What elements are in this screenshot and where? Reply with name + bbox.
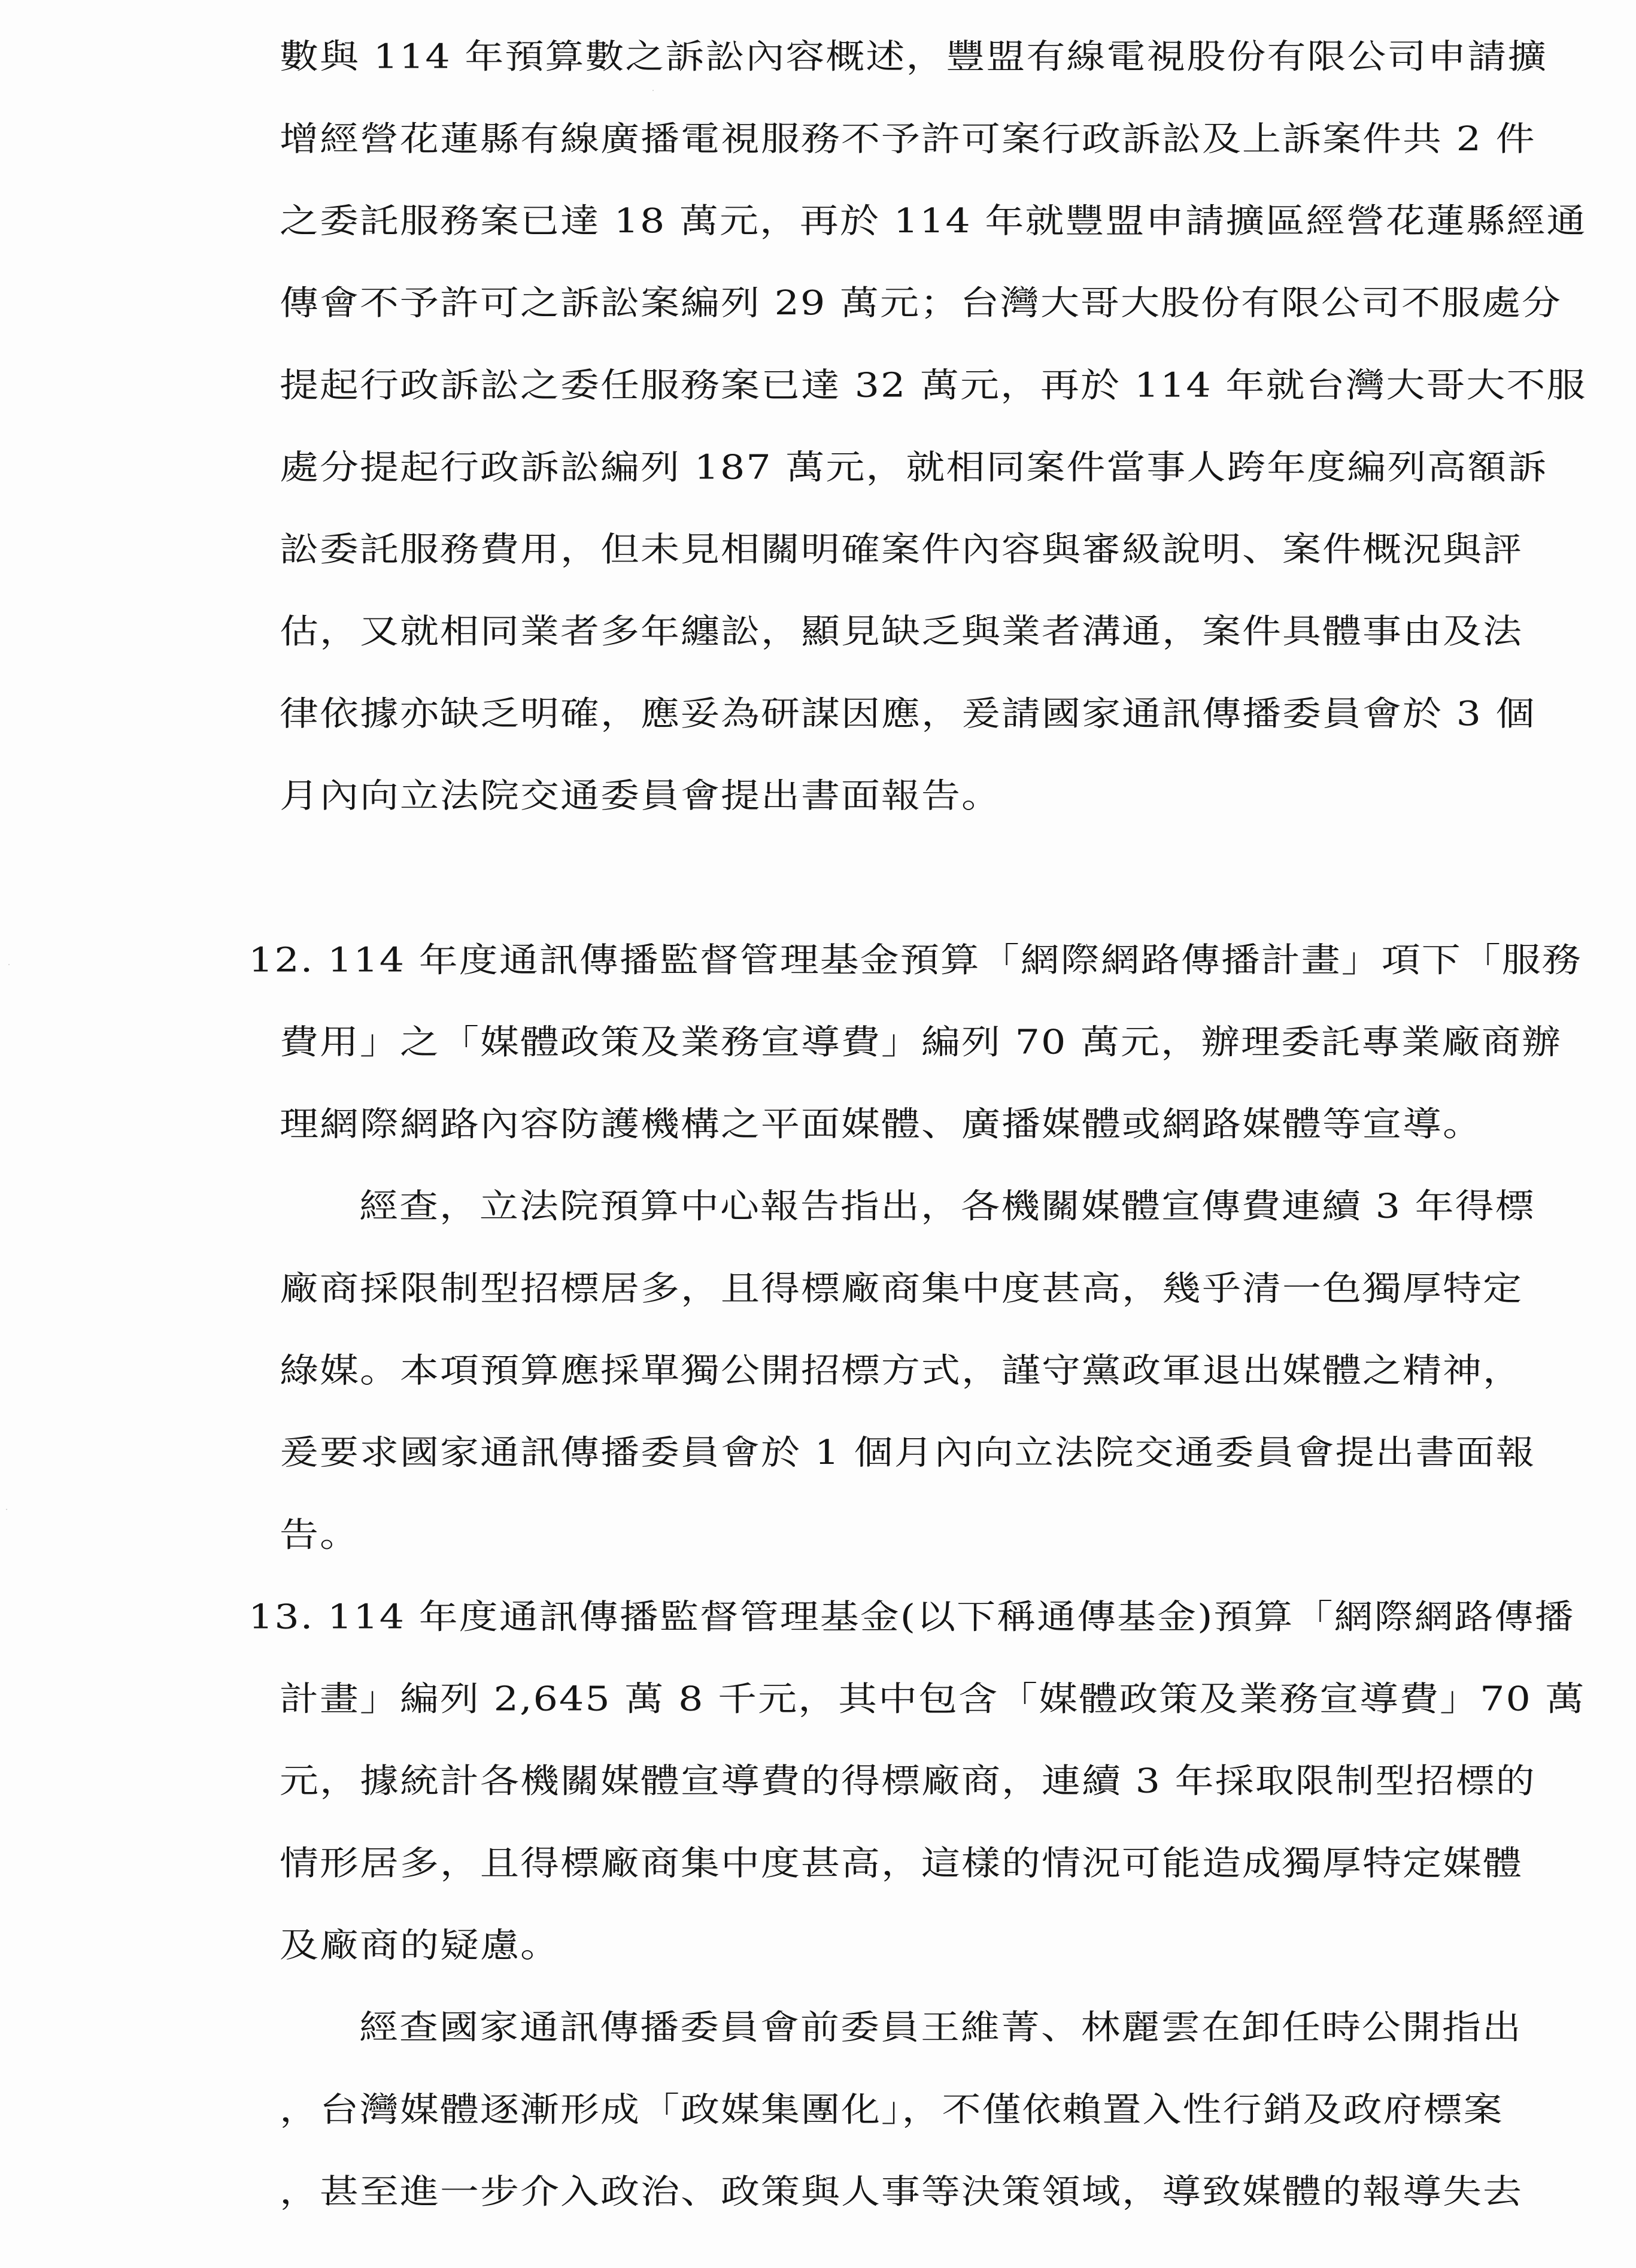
item-13-first-line: 13. 114 年度通訊傳播監督管理基金(以下稱通傳基金)預算「網際網路傳播 <box>248 1597 1575 1637</box>
item-12-first-line: 12. 114 年度通訊傳播監督管理基金預算「網際網路傳播計畫」項下「服務 <box>248 941 1582 980</box>
text-line: 數與 114 年預算數之訴訟內容概述，豐盟有線電視股份有限公司申請擴 <box>280 37 1548 77</box>
text-line: 訟委託服務費用，但未見相關明確案件內容與審級說明、案件概況與評 <box>280 530 1523 569</box>
text-line: 處分提起行政訴訟編列 187 萬元，就相同案件當事人跨年度編列高額訴 <box>280 448 1548 487</box>
scan-speck <box>6 1509 7 1510</box>
scan-speck <box>652 90 654 91</box>
paragraph-first-line: 經查國家通訊傳播委員會前委員王維菁、林麗雲在卸任時公開指出 <box>359 2008 1523 2048</box>
text-line: 綠媒。本項預算應採單獨公開招標方式，謹守黨政軍退出媒體之精神， <box>280 1351 1523 1390</box>
text-line: 告。 <box>280 1515 360 1555</box>
text-line: 增經營花蓮縣有線廣播電視服務不予許可案行政訴訟及上訴案件共 2 件 <box>280 119 1536 159</box>
text-line: 費用」之「媒體政策及業務宣導費」編列 70 萬元，辦理委託專業廠商辦 <box>280 1023 1562 1062</box>
text-line: 理網際網路內容防護機構之平面媒體、廣播媒體或網路媒體等宣導。 <box>280 1105 1483 1144</box>
text-line: 情形居多，且得標廠商集中度甚高，這樣的情況可能造成獨厚特定媒體 <box>280 1843 1523 1883</box>
text-line: 估，又就相同業者多年纏訟，顯見缺乏與業者溝通，案件具體事由及法 <box>280 612 1523 651</box>
text-line: ，台灣媒體逐漸形成「政媒集團化」，不僅依賴置入性行銷及政府標案 <box>280 2090 1504 2130</box>
scan-speck <box>8 964 10 965</box>
text-line: 律依據亦缺乏明確，應妥為研謀因應，爰請國家通訊傳播委員會於 3 個 <box>280 694 1536 733</box>
text-line: 傳會不予許可之訴訟案編列 29 萬元；台灣大哥大股份有限公司不服處分 <box>280 283 1562 323</box>
text-line: 月內向立法院交通委員會提出書面報告。 <box>280 776 1002 815</box>
text-line: 計畫」編列 2,645 萬 8 千元，其中包含「媒體政策及業務宣導費」70 萬 <box>280 1679 1586 1719</box>
text-line: 廠商採限制型招標居多，且得標廠商集中度甚高，幾乎清一色獨厚特定 <box>280 1269 1523 1308</box>
text-line: 之委託服務案已達 18 萬元，再於 114 年就豐盟申請擴區經營花蓮縣經通 <box>280 201 1587 241</box>
text-line: 提起行政訴訟之委任服務案已達 32 萬元，再於 114 年就台灣大哥大不服 <box>280 366 1587 405</box>
text-line: 爰要求國家通訊傳播委員會於 1 個月內向立法院交通委員會提出書面報 <box>280 1433 1536 1473</box>
text-line: ，甚至進一步介入政治、政策與人事等決策領域，導致媒體的報導失去 <box>280 2172 1523 2212</box>
text-line: 元，據統計各機關媒體宣導費的得標廠商，連續 3 年採取限制型招標的 <box>280 1761 1536 1801</box>
text-line: 及廠商的疑慮。 <box>280 1926 561 1965</box>
paragraph-first-line: 經查，立法院預算中心報告指出，各機關媒體宣傳費連續 3 年得標 <box>359 1187 1535 1226</box>
